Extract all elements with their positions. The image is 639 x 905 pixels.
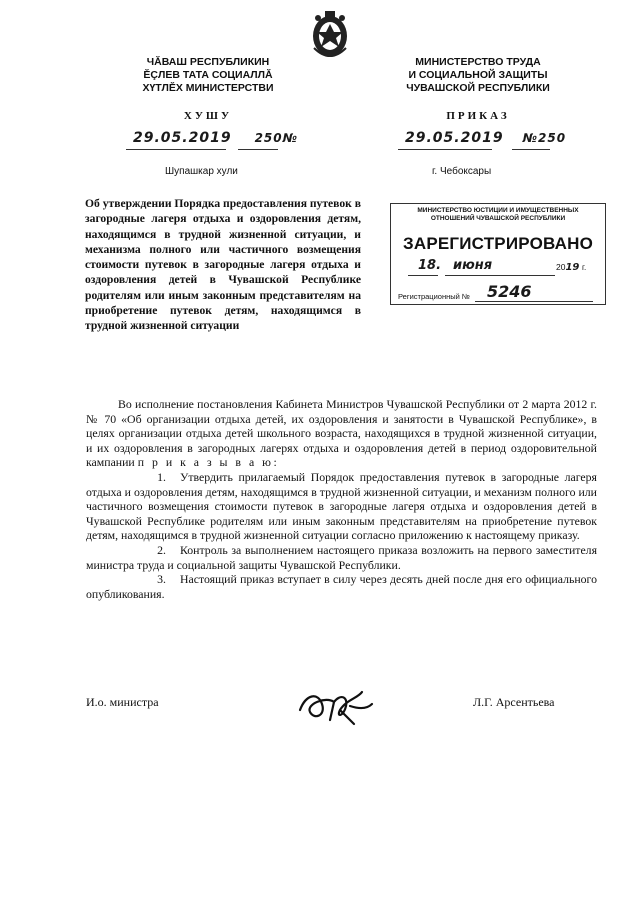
stamp-registered-text: ЗАРЕГИСТРИРОВАНО (403, 234, 594, 253)
item-number: 2. (157, 542, 166, 557)
stamp-reg-label: Регистрационный № (398, 292, 470, 301)
order-date-left (133, 130, 298, 147)
header-right-line: МИНИСТЕРСТВО ТРУДА (415, 56, 541, 68)
handwritten-number: №250 (522, 131, 567, 145)
header-left-line: ĔÇЛЕВ ТАТА СОЦИАЛЛĂ (143, 69, 273, 81)
number-underline (238, 149, 278, 150)
stamp-year-handwritten: 19 (565, 262, 580, 273)
item-text: Утвердить прилагаемый Порядок предоставления путевок в загородные лагеря отдыха и оздоровления детям, находящимся в трудной жизненной ситуации, и механизм полного или частичного возмещения стоимости путевок в загородные лагеря отдыха и оздоровления детей в Чувашской Республике родителям или иным законным представителям на приобретение путевок детям, находящимся в трудной жизненной ситуации согласно приложению к настоящему приказу. (86, 469, 597, 543)
order-date-right (405, 130, 566, 147)
order-word-russian: ПРИКАЗ (446, 110, 510, 122)
stamp-year-prefix: 20 (556, 262, 566, 272)
item-number: 1. (157, 469, 166, 484)
item-number: 3. (157, 572, 166, 587)
stamp-year-suffix: г. (582, 263, 587, 272)
stamp-month: июня (453, 258, 493, 273)
handwritten-date: 29.05.2019 (133, 130, 232, 146)
header-right-line: ЧУВАШСКОЙ РЕСПУБЛИКИ (406, 82, 550, 94)
signatory-name: Л.Г. Арсентьева (473, 695, 555, 709)
order-item (86, 543, 597, 572)
date-underline (126, 149, 226, 150)
document-title: Об утверждении Порядка предоставления путевок в загородные лагеря отдыха и оздоровления детям, находящимся в трудной жизненной ситуации, и механизма полного или частичного возмещения стоимости путевок в загородные лагеря отдыха и оздоровления детей в Чувашской Республике родителям или иным законным представителям на приобретение путевок детям, находящимся в трудной жизненной ситуации (85, 197, 362, 333)
stamp-day-underline (408, 275, 438, 276)
stamp-day: 18. (418, 258, 442, 273)
order-item (86, 470, 597, 543)
stamp-month-underline (445, 275, 555, 276)
number-underline (512, 149, 550, 150)
stamp-year (556, 262, 579, 273)
stamp-reg-underline (475, 301, 593, 302)
header-left-line: ЧĂВАШ РЕСПУБЛИКИН (146, 56, 270, 68)
item-text: Контроль за выполнением настоящего приказа возложить на первого заместителя министра труда и социальной защиты Чувашской Республики. (86, 542, 597, 572)
place-chuvash: Шупашкар хули (165, 166, 238, 177)
order-body (86, 397, 597, 601)
order-word-inline: п р и к а з ы в а ю: (137, 455, 280, 470)
coat-of-arms-emblem (308, 8, 352, 60)
stamp-header-line: ОТНОШЕНИЙ ЧУВАШСКОЙ РЕСПУБЛИКИ (430, 215, 566, 222)
intro-paragraph (86, 397, 597, 470)
stamp-header-line: МИНИСТЕРСТВО ЮСТИЦИИ И ИМУЩЕСТВЕННЫХ (417, 207, 579, 214)
place-russian: г. Чебоксары (432, 166, 492, 177)
handwritten-signature (296, 680, 376, 730)
stamp-reg-number: 5246 (487, 282, 532, 301)
item-text: Настоящий приказ вступает в силу через десять дней после дня его официального опубликования. (86, 572, 597, 601)
handwritten-date: 29.05.2019 (405, 130, 504, 146)
header-left-chuvash (110, 56, 306, 95)
header-right-line: И СОЦИАЛЬНОЙ ЗАЩИТЫ (408, 69, 548, 81)
order-item (86, 572, 597, 601)
header-right-russian (380, 56, 576, 95)
handwritten-number: 250№ (254, 131, 299, 145)
intro-text: Во исполнение постановления Кабинета Министров Чувашской Республики от 2 марта 2012 г. № 70 «Об организации отдыха детей, их оздоровления и занятости в Чувашской Республике», в целях организации отдыха детей школьного возраста, находящихся в трудной жизненной ситуации, и их оздоровления в загородных лагерях отдыха и оздоровления детей в период оздоровительной кампании (86, 397, 597, 470)
stamp-header (391, 207, 605, 223)
signatory-title: И.о. министра (86, 695, 159, 709)
order-word-chuvash: ХУШУ (183, 110, 233, 122)
date-underline (398, 149, 492, 150)
header-left-line: ХҮТЛĔХ МИНИСТЕРСТВИ (142, 82, 274, 94)
